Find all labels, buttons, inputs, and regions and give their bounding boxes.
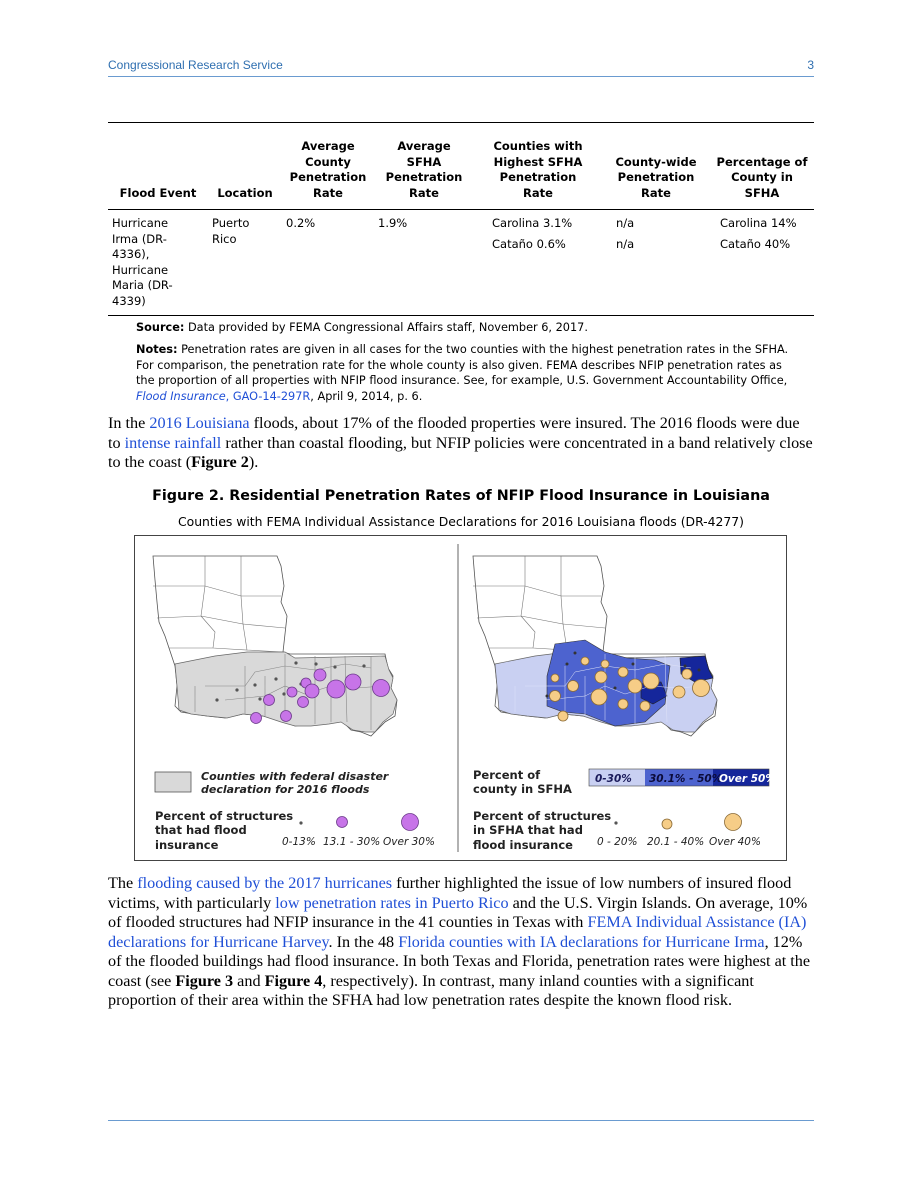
cell-pct-sfha: Carolina 14% Cataño 40% <box>710 210 814 316</box>
gao-report-link[interactable]: Flood Insurance, GAO-14-297R <box>136 389 311 403</box>
cell-flood-event: Hurricane Irma (DR- 4336), Hurricane Maria (DR- 4339) <box>108 210 208 316</box>
header-rule <box>108 76 814 77</box>
legend-sfha-bin-over-40: Over 40% <box>709 836 761 848</box>
legend-county-label-1: Percent of <box>473 768 541 782</box>
cell-avg-county: 0.2% <box>282 210 374 316</box>
right-legend <box>473 768 776 852</box>
cell-highest-counties: Carolina 3.1% Cataño 0.6% <box>474 210 602 316</box>
right-louisiana-map <box>473 556 717 736</box>
legend-sfha-label-1: Percent of structures <box>473 809 612 823</box>
figure-title: Figure 2. Residential Penetration Rates of NFIP Flood Insurance in Louisiana <box>152 488 770 504</box>
col-pct-sfha: Percentage of County in SFHA <box>710 123 814 210</box>
legend-pct-label-3: insurance <box>155 838 219 852</box>
col-avg-county: Average County Penetration Rate <box>282 123 374 210</box>
link-2016-louisiana[interactable]: 2016 Louisiana <box>149 414 250 432</box>
table-source-note <box>136 320 798 336</box>
link-puerto-rico-rates[interactable]: low penetration rates in Puerto Rico <box>275 893 509 912</box>
left-legend <box>155 770 435 852</box>
col-countywide: County-wide Penetration Rate <box>602 123 710 210</box>
left-louisiana-map <box>153 556 397 736</box>
legend-sfha-bin-20-40: 20.1 - 40% <box>647 836 705 848</box>
col-flood-event: Flood Event <box>108 123 208 210</box>
notes-tail: , April 9, 2014, p. 6. <box>310 389 423 403</box>
penetration-table <box>108 122 814 316</box>
legend-sfha-label-3: flood insurance <box>473 838 573 852</box>
link-fema-ia-harvey[interactable]: FEMA Individual Assistance (IA) declarations for Hurricane Harvey <box>108 913 807 951</box>
legend-pct-label-1: Percent of structures <box>155 809 294 823</box>
legend-sfha-bin-0-20: 0 - 20% <box>597 836 638 848</box>
figure-2-ref: Figure 2 <box>191 453 249 471</box>
table-header-row <box>108 123 814 210</box>
legend-sfha-label-2: in SFHA that had <box>473 823 583 837</box>
paragraph-louisiana: In the 2016 Louisiana floods, about 17% of the flooded properties were insured. The 2016 floods were due to intense rainfall rather than coastal flooding, but NFIP policies were concentrated in a band relatively close to the coast (Figure 2). <box>108 414 813 471</box>
table-notes <box>136 342 798 404</box>
figure-3-ref: Figure 3 <box>175 971 234 990</box>
legend-bin-over-30: Over 30% <box>383 836 435 848</box>
source-text: Data provided by FEMA Congressional Affairs staff, November 6, 2017. <box>187 321 588 334</box>
legend-bin-13-30: 13.1 - 30% <box>323 836 381 848</box>
legend-county-bin-over-50: Over 50% <box>719 773 776 785</box>
paragraph-2017-hurricanes: The flooding caused by the 2017 hurricanes further highlighted the issue of low numbers of insured flood victims, with particularly low penetration rates in Puerto Rico and the U.S. Virgin Islands. On average, 10% of flooded structures had NFIP insurance in the 41 counties in Texas with FEMA Individual Assistance (IA) declarations for Hurricane Harvey. In the 48 Florida counties with IA declarations for Hurricane Irma, 12% of the flooded buildings had flood insurance. In both Texas and Florida, penetration rates were highest at the coast (see Figure 3 and Figure 4, respectively). In contrast, many inland counties with a significant proportion of their area within the SFHA had low penetration rates despite the known flood risk. <box>108 874 811 1009</box>
legend-bin-0-13: 0-13% <box>282 836 316 848</box>
table-row <box>108 210 814 316</box>
page-number: 3 <box>807 58 814 72</box>
figure-4-ref: Figure 4 <box>264 971 323 990</box>
page-header <box>108 58 814 74</box>
legend-county-bin-0-30: 0-30% <box>595 773 632 785</box>
link-florida-ia-irma[interactable]: Florida counties with IA declarations for Hurricane Irma <box>398 932 765 951</box>
link-intense-rainfall[interactable]: intense rainfall <box>124 433 222 452</box>
figure-subtitle: Counties with FEMA Individual Assistance Declarations for 2016 Louisiana floods (DR-4277) <box>177 514 745 529</box>
col-location: Location <box>208 123 282 210</box>
legend-county-label-2: county in SFHA <box>473 782 572 796</box>
legend-pct-label-2: that had flood <box>155 823 247 837</box>
cell-countywide: n/a n/a <box>602 210 710 316</box>
figure-2-maps <box>134 535 787 861</box>
cell-avg-sfha: 1.9% <box>374 210 474 316</box>
source-label: Source: <box>136 321 185 334</box>
col-highest-counties: Counties with Highest SFHA Penetration Rate <box>474 123 602 210</box>
notes-label: Notes: <box>136 343 178 356</box>
legend-decl-label-2: declaration for 2016 floods <box>201 783 370 796</box>
legend-county-bin-30-50: 30.1% - 50% <box>649 773 723 785</box>
footer-rule <box>108 1120 814 1121</box>
notes-text: Penetration rates are given in all cases for the two counties with the highest penetration rates in the SFHA. For comparison, the penetration rate for the whole county is also given. FEMA describes NFIP penetration rates as the proportion of all properties with NFIP flood insurance. See, for example, U.S. Government Accountability Office, <box>136 343 789 387</box>
header-source: Congressional Research Service <box>108 58 283 72</box>
link-2017-hurricanes[interactable]: flooding caused by the 2017 hurricanes <box>137 874 393 892</box>
legend-decl-label-1: Counties with federal disaster <box>201 770 389 783</box>
col-avg-sfha: Average SFHA Penetration Rate <box>374 123 474 210</box>
cell-location: Puerto Rico <box>208 210 282 316</box>
